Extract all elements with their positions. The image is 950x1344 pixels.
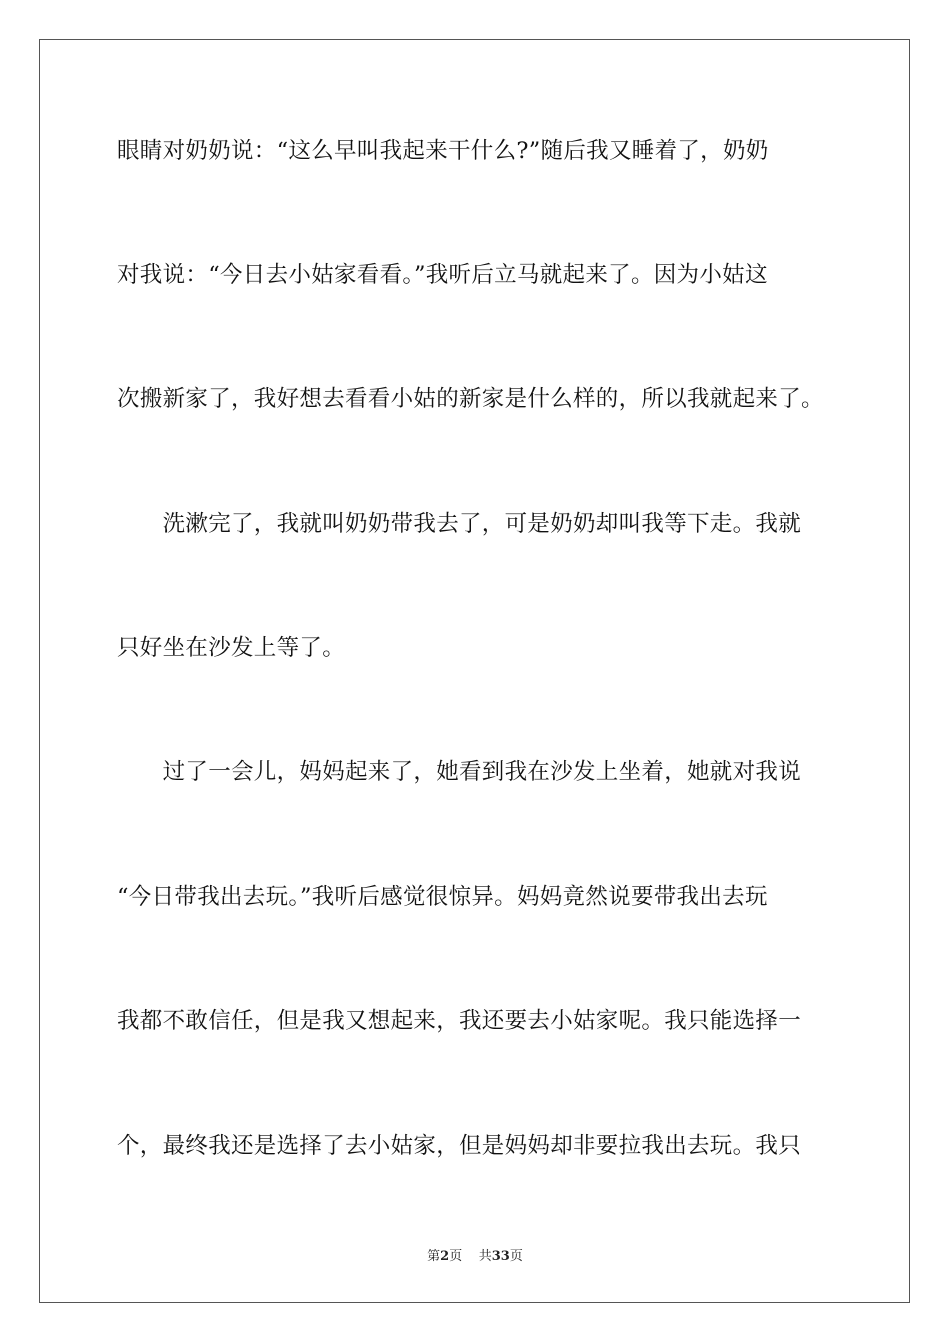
footer-page-prefix: 第 <box>427 1249 441 1264</box>
footer-total-prefix: 共 <box>478 1249 492 1264</box>
footer-page-number: 2 <box>440 1249 450 1264</box>
text-line-7: “今日带我出去玩。”我听后感觉很惊异。妈妈竟然说要带我出去玩 <box>117 884 768 910</box>
text-line-1: 眼睛对奶奶说：“这么早叫我起来干什么?”随后我又睡着了，奶奶 <box>117 138 769 164</box>
text-line-2: 对我说：“今日去小姑家看看。”我听后立马就起来了。因为小姑这 <box>117 262 768 288</box>
text-line-4: 洗漱完了，我就叫奶奶带我去了，可是奶奶却叫我等下走。我就 <box>117 511 802 537</box>
page-footer <box>0 1248 950 1266</box>
text-line-6: 过了一会儿，妈妈起来了，她看到我在沙发上坐着，她就对我说 <box>117 759 802 785</box>
text-line-5: 只好坐在沙发上等了。 <box>117 635 346 661</box>
footer-total-pages: 33 <box>491 1249 510 1264</box>
footer-total-suffix: 页 <box>509 1249 523 1264</box>
page-border <box>39 39 910 1303</box>
footer-page-suffix: 页 <box>449 1249 463 1264</box>
text-line-8: 我都不敢信任，但是我又想起来，我还要去小姑家呢。我只能选择一 <box>117 1008 802 1034</box>
text-line-3: 次搬新家了，我好想去看看小姑的新家是什么样的，所以我就起来了。 <box>117 386 824 412</box>
text-line-9: 个，最终我还是选择了去小姑家，但是妈妈却非要拉我出去玩。我只 <box>117 1133 802 1159</box>
